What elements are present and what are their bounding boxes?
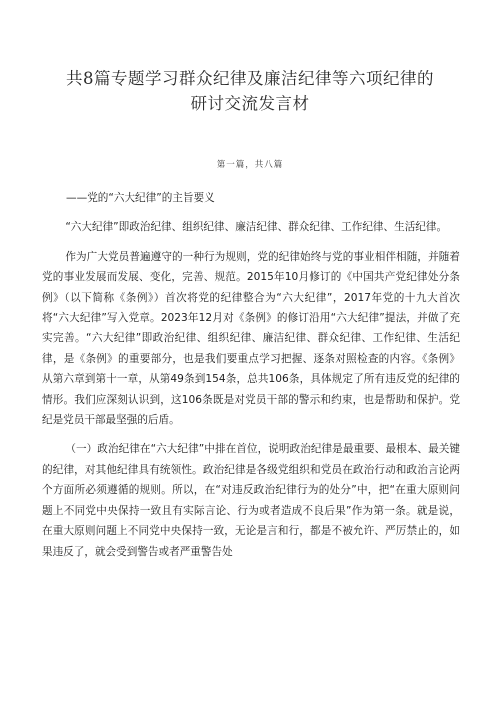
document-title-line-2: 研讨交流发言材 (190, 94, 310, 113)
document-title (30, 66, 470, 116)
part-label: 第一篇，共八篇 (216, 160, 284, 170)
document-title-line-1: 共8篇专题学习群众纪律及廉洁纪律等六项纪律的 (66, 69, 434, 88)
section-subheading: ——党的“六大纪律”的主旨要义 (66, 192, 215, 204)
paragraph-1: “六大纪律”即政治纪律、组织纪律、廉洁纪律、群众纪律、工作纪律、生活纪律。 (65, 221, 448, 234)
paragraph-3: （一）政治纪律在“六大纪律”中排在首位，说明政治纪律是最重要、最根本、最关键的纪律，对其他纪律具有统领性。政治纪律是各级党组织和党员在政治行动和政治言论两个方面所必须遵循的规则。所以，在“对违反政治纪律行为的处分”中，把“在重大原则问题上不同党中央保持一致且有实际言论、行为或者造成不良后果”作为第一条。就是说，在重大原则问题上不同党中央保持一致，无论是言和行，都是不被允许、严厉禁止的，如果违反了，就会受到警告或者严重警告处 (42, 443, 460, 558)
paragraph-2: 作为广大党员普遍遵守的一种行为规则，党的纪律始终与党的事业相伴相随，并随着党的事业发展而发展、变化，完善、规范。2015年10月修订的《中国共产党纪律处分条例》（以下简称《条例》）首次将党的纪律整合为“六大纪律”，2017年党的十九大首次将“六大纪律”写入党章。2023年12月对《条例》的修订沿用“六大纪律”提法，并做了充实完善。“六大纪律”即政治纪律、组织纪律、廉洁纪律、群众纪律、工作纪律、生活纪律，是《条例》的重要部分，也是我们要重点学习把握、逐条对照检查的内容。《条例》从第六章到第十一章，从第49条到154条，总共106条，具体规定了所有违反党的纪律的情形。我们应深刻认识到，这106条既是对党员干部的警示和约束，也是帮助和保护。党纪是党员干部最坚强的后盾。 (42, 250, 460, 427)
document-body (42, 188, 460, 571)
